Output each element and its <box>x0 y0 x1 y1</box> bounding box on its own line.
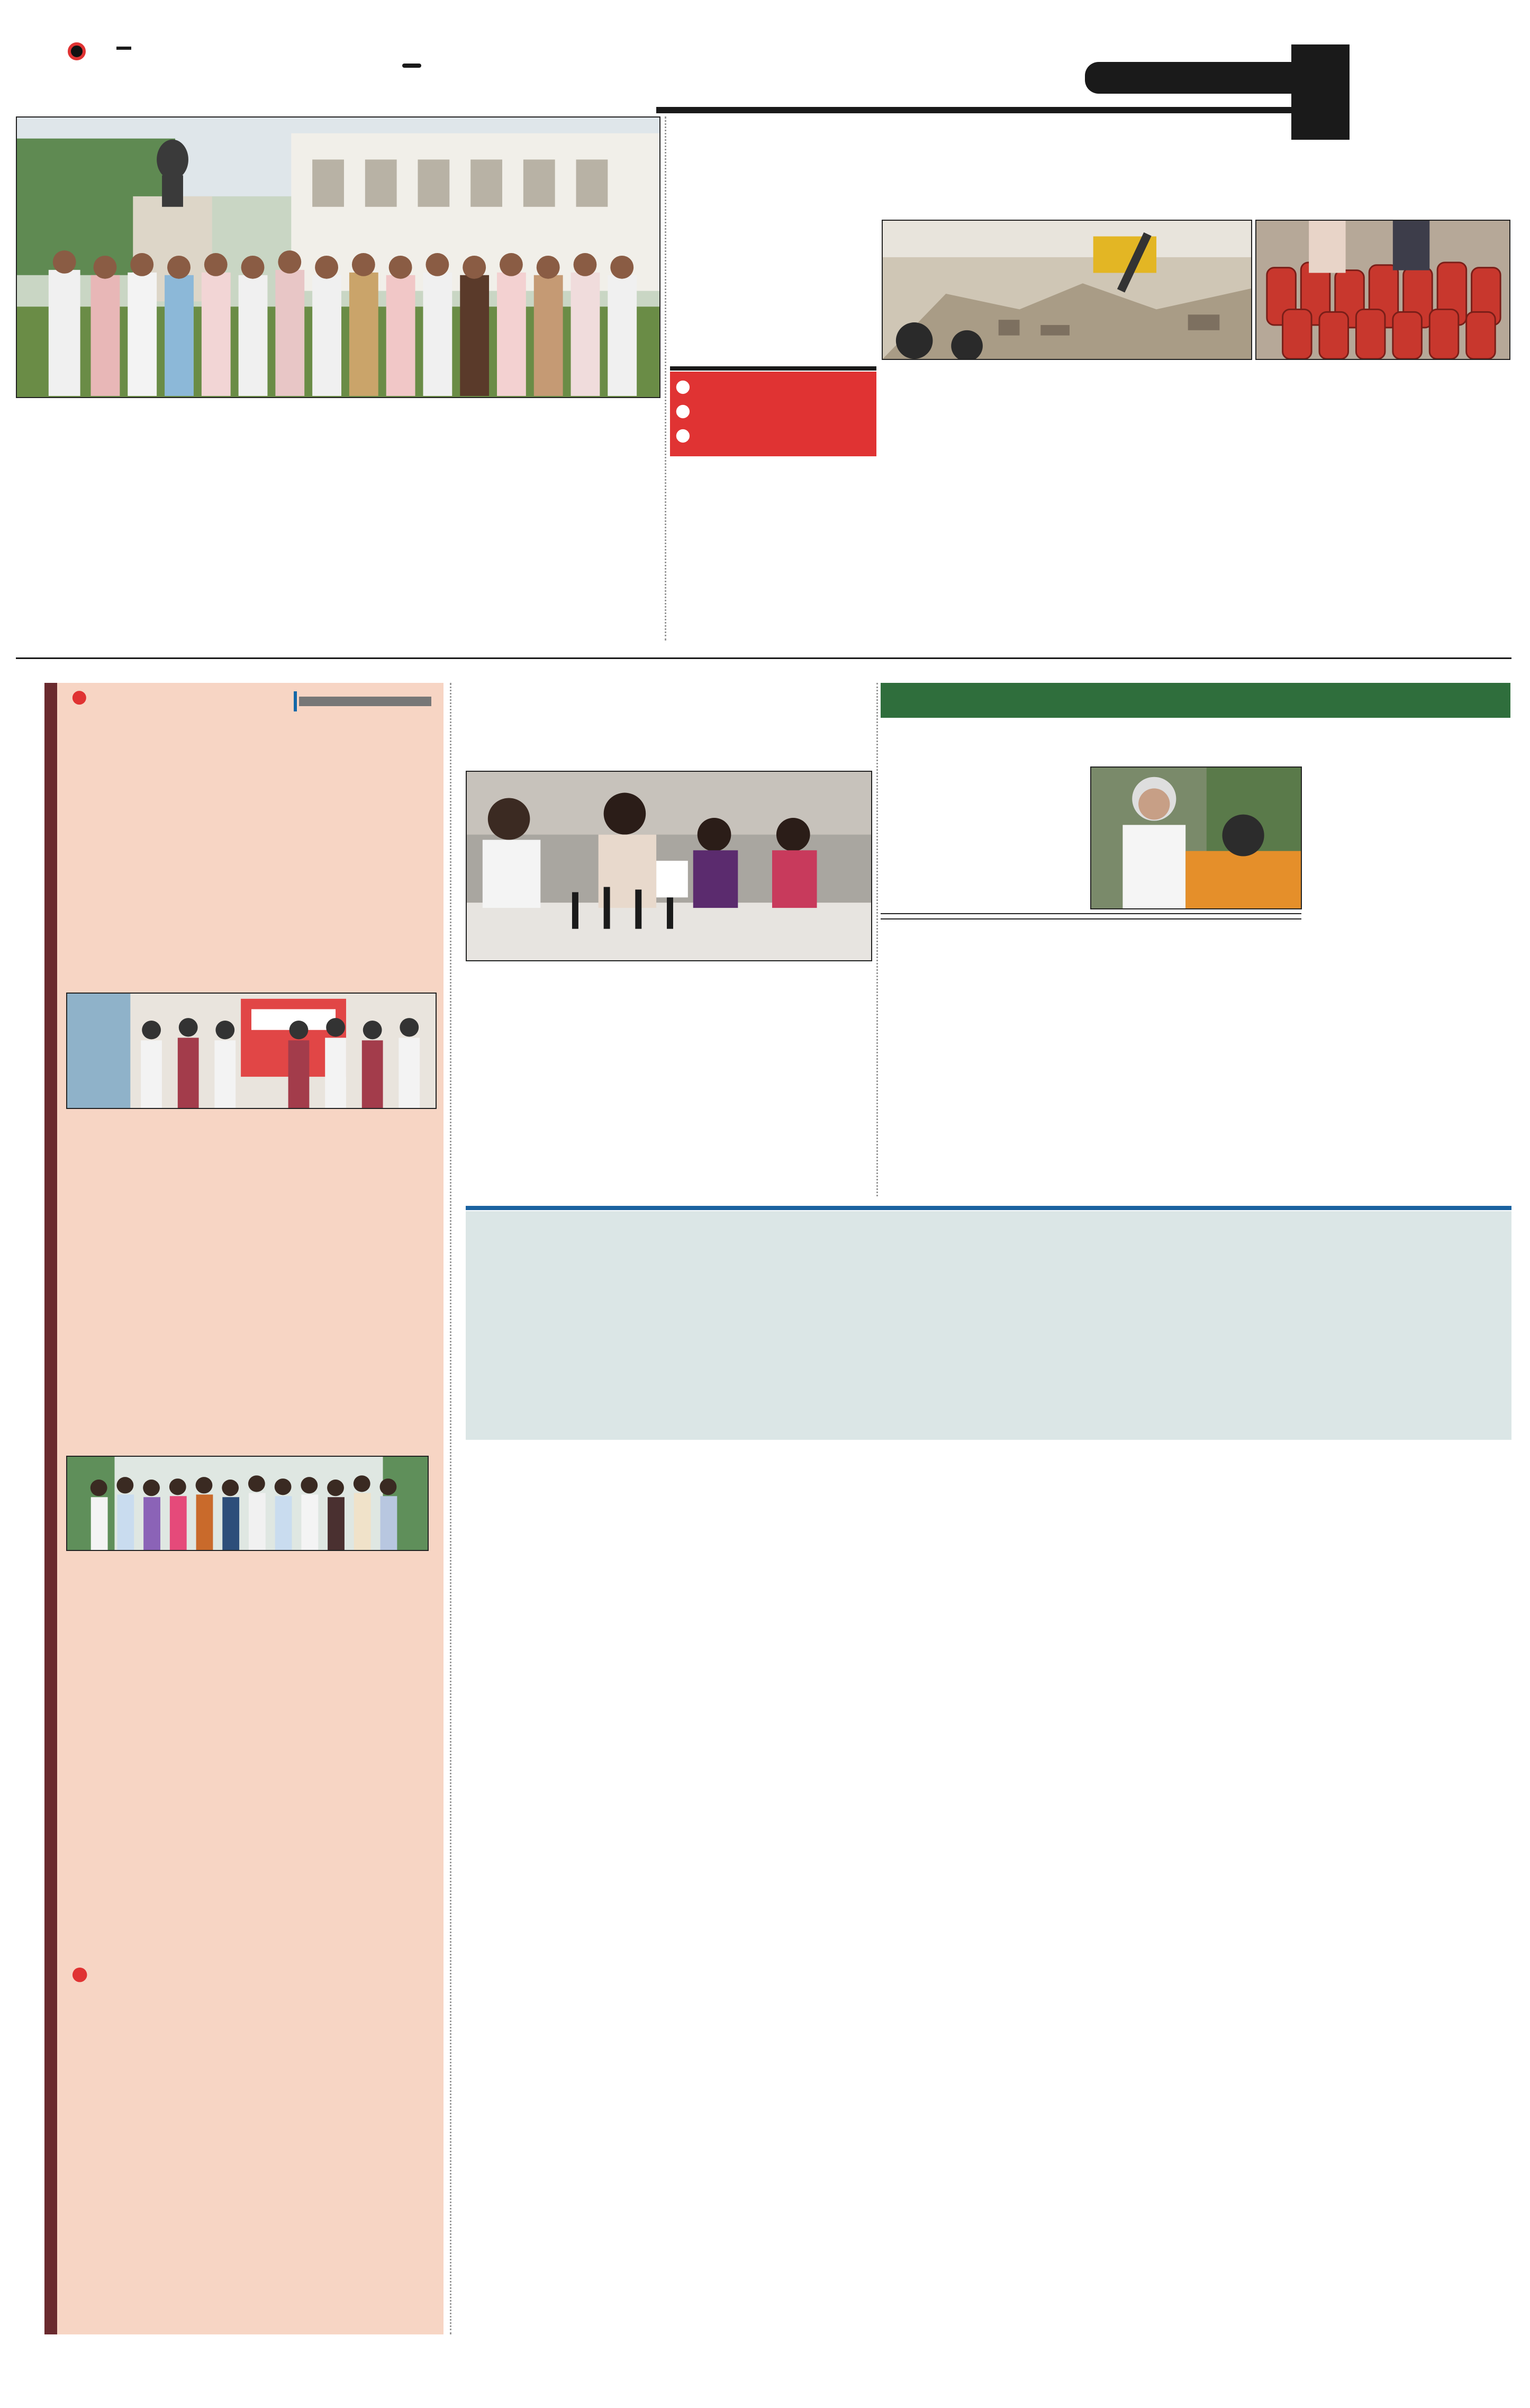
section-rule <box>16 657 1511 659</box>
demolition-body-col3 <box>1093 364 1300 639</box>
cylinders-photo <box>1255 220 1510 360</box>
mayor-body <box>466 967 872 1200</box>
demolition-photo <box>882 220 1252 360</box>
left-panel-edge <box>44 683 57 2334</box>
railway-body <box>66 2075 437 2329</box>
fact-item <box>675 398 871 422</box>
cylinders-photo-image <box>1256 221 1509 359</box>
tpcodl-panel <box>466 1211 1511 1440</box>
fact-item <box>675 374 871 398</box>
demolition-body-intro <box>669 225 879 367</box>
naveen-tribute-photo-image <box>1091 768 1301 908</box>
masthead-logo <box>21 42 212 122</box>
ias-group-photo <box>66 1456 429 1551</box>
logo-dot-icon <box>68 42 86 60</box>
ias-group-photo-image <box>67 1457 428 1550</box>
kicker-grey-bar <box>299 697 431 706</box>
kicker-bullet-icon: ● <box>71 686 87 707</box>
column-divider <box>450 683 451 2334</box>
railway-kicker <box>71 1963 93 1985</box>
hemophilia-photo <box>66 993 437 1109</box>
section-rule-blue <box>466 1206 1511 1210</box>
demolition-body-col4 <box>1307 364 1511 639</box>
bjd-body-col2 <box>881 945 1084 1199</box>
hemophilia-kicker <box>71 686 93 707</box>
page-number <box>1291 44 1350 140</box>
demolition-photo-image <box>883 221 1251 359</box>
city-english-pill <box>1085 62 1302 94</box>
demolition-body-col2 <box>882 364 1083 639</box>
press-conference-photo-image <box>467 772 871 960</box>
ias-body <box>66 1557 437 1938</box>
hemophilia-body-continued <box>66 1114 437 1411</box>
column-divider <box>665 116 666 641</box>
masthead-rule <box>656 107 1291 113</box>
naveen-tribute-photo <box>1090 766 1302 909</box>
bjd-body-col3 <box>1093 945 1300 1199</box>
kicker-accent-bar <box>294 691 297 711</box>
city-odia-pill <box>402 64 421 68</box>
press-conference-photo <box>466 771 872 961</box>
factbox-rule <box>670 366 876 371</box>
bjd-body-col4 <box>1307 765 1511 1199</box>
bjd-banner <box>881 683 1510 718</box>
hemophilia-body <box>66 756 437 989</box>
assembly-photo <box>16 116 660 398</box>
demolition-factbox <box>670 372 876 456</box>
assembly-body <box>16 466 660 641</box>
column-divider <box>876 683 878 1196</box>
bjd-body-col1 <box>881 765 1084 897</box>
fact-item <box>675 422 871 447</box>
logo-latin-label <box>116 47 131 50</box>
hemophilia-photo-image <box>67 994 436 1108</box>
assembly-photo-image <box>17 118 659 397</box>
bjd-subhead <box>881 913 1301 919</box>
kicker-bullet-icon: ● <box>71 1963 88 1985</box>
